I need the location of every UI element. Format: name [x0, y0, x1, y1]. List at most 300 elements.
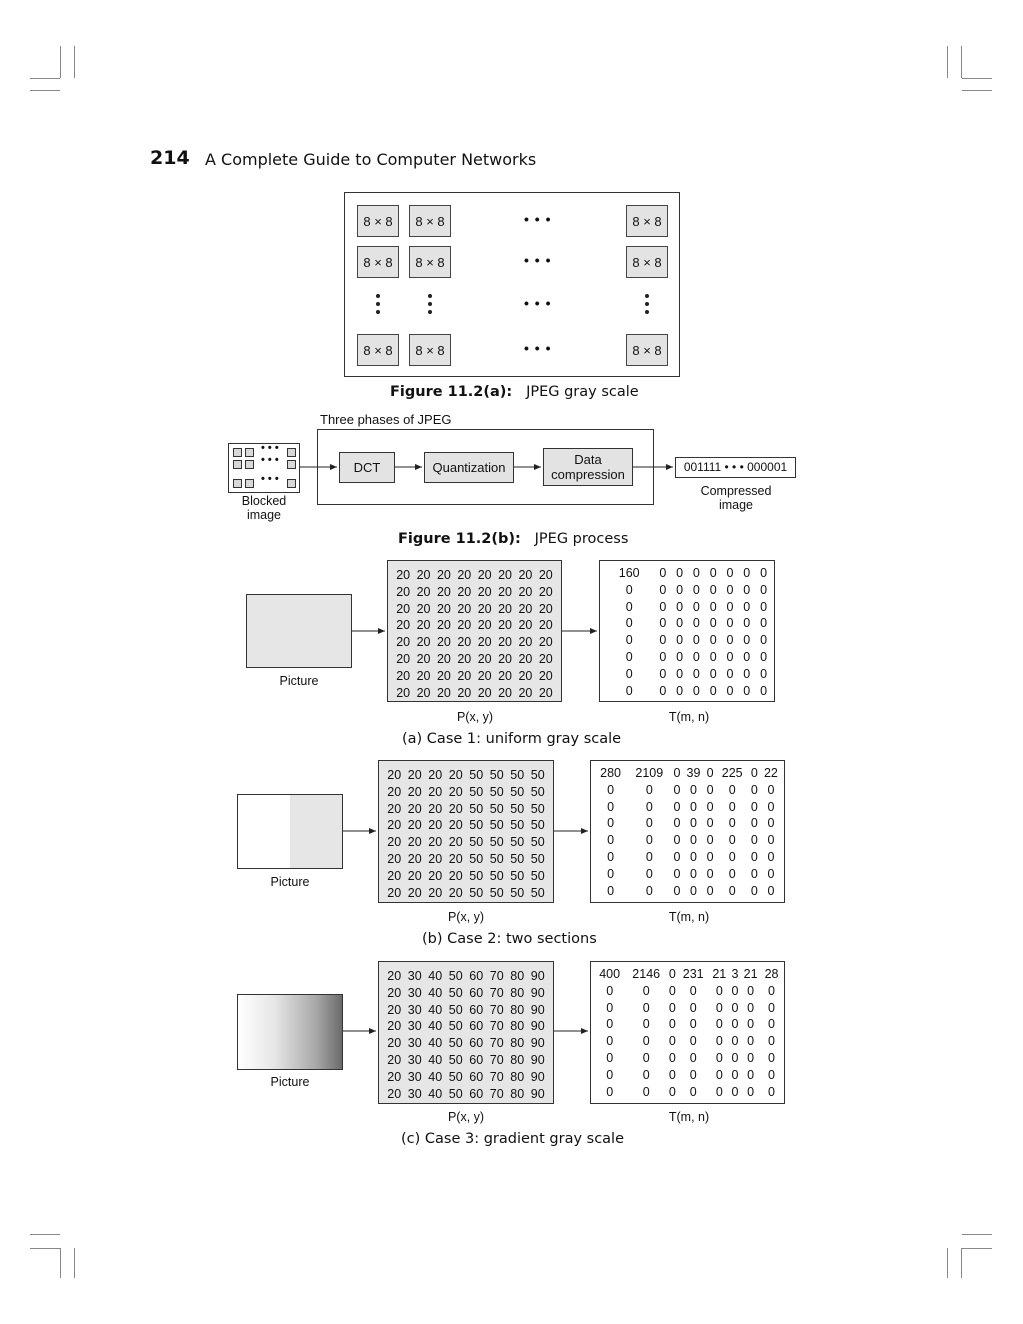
matrix-cell: 60: [469, 1036, 484, 1051]
matrix-cell: 0: [606, 1034, 614, 1049]
matrix-cell: 20: [448, 885, 463, 900]
matrix-cell: 0: [747, 1050, 755, 1065]
matrix-cell: 0: [676, 616, 684, 631]
matrix-cell: 0: [645, 833, 653, 848]
matrix-cell: 0: [728, 782, 736, 797]
matrix-cell: 0: [706, 849, 714, 864]
matrix-cell: 20: [387, 868, 402, 883]
matrix-cell: 90: [530, 1052, 545, 1067]
block-r2-c2: 8 × 8: [409, 246, 451, 278]
t-label: T(m, n): [668, 910, 710, 924]
matrix-cell: 0: [709, 666, 717, 681]
matrix-cell: 20: [416, 651, 431, 666]
matrix-cell: 2109: [635, 766, 664, 780]
matrix-cell: 20: [387, 835, 402, 850]
matrix-cell: 50: [448, 969, 463, 983]
picture-label: Picture: [270, 875, 310, 889]
matrix-cell: 70: [489, 969, 504, 983]
matrix-cell: 0: [606, 1000, 614, 1015]
matrix-cell: 0: [731, 983, 739, 998]
matrix-cell: 0: [692, 599, 700, 614]
matrix-cell: 0: [676, 683, 684, 698]
matrix-cell: 20: [448, 784, 463, 799]
matrix-cell: 0: [692, 666, 700, 681]
matrix-cell: 40: [428, 1019, 443, 1034]
matrix-cell: 0: [673, 816, 681, 831]
matrix-cell: 0: [668, 983, 676, 998]
matrix-cell: 0: [668, 1017, 676, 1032]
matrix-cell: 20: [448, 818, 463, 833]
matrix-cell: 0: [715, 1034, 723, 1049]
matrix-cell: 60: [469, 1019, 484, 1034]
matrix-cell: 60: [469, 1002, 484, 1017]
matrix-cell: 0: [690, 782, 697, 797]
matrix-cell: 20: [477, 685, 492, 700]
matrix-cell: 70: [489, 985, 504, 1000]
matrix-cell: 0: [625, 599, 633, 614]
matrix-cell: 0: [731, 1050, 739, 1065]
matrix-cell: 0: [676, 599, 684, 614]
matrix-cell: 50: [448, 1002, 463, 1017]
matrix-cell: 20: [498, 635, 513, 650]
matrix-cell: 0: [645, 883, 653, 898]
matrix-cell: 0: [706, 782, 714, 797]
matrix-cell: 20: [387, 969, 402, 983]
matrix-cell: 70: [489, 1069, 504, 1084]
matrix-cell: 70: [489, 1086, 504, 1101]
matrix-cell: 0: [625, 649, 633, 664]
matrix-cell: 60: [469, 985, 484, 1000]
matrix-cell: 50: [489, 885, 504, 900]
matrix-cell: 0: [690, 849, 697, 864]
matrix-cell: 50: [510, 885, 525, 900]
matrix-cell: 0: [743, 649, 751, 664]
matrix-cell: 0: [726, 666, 734, 681]
matrix-cell: 0: [768, 1067, 775, 1082]
matrix-cell: 0: [728, 849, 736, 864]
matrix-cell: 20: [436, 651, 451, 666]
matrix-cell: 0: [689, 1050, 697, 1065]
matrix-cell: 280: [600, 766, 622, 780]
matrix-cell: 20: [428, 868, 443, 883]
matrix-cell: 0: [659, 633, 667, 648]
matrix-cell: 0: [750, 766, 758, 780]
matrix-cell: 20: [387, 801, 402, 816]
matrix-cell: 70: [489, 1036, 504, 1051]
matrix-cell: 20: [387, 818, 402, 833]
matrix-cell: 0: [606, 1017, 614, 1032]
matrix-cell: 160: [618, 566, 640, 580]
matrix-cell: 20: [387, 985, 402, 1000]
matrix-cell: 0: [690, 799, 697, 814]
matrix-cell: 20: [436, 584, 451, 599]
matrix-cell: 20: [518, 601, 533, 616]
compressed-image-label: Compressed image: [700, 484, 772, 512]
matrix-cell: 0: [642, 1000, 650, 1015]
matrix-cell: 20: [436, 618, 451, 633]
matrix-cell: 50: [469, 818, 484, 833]
matrix-cell: 20: [416, 601, 431, 616]
matrix-cell: 20: [538, 668, 553, 683]
blocked-image-icon: • • • • • • • • •: [228, 443, 300, 493]
matrix-cell: 0: [690, 883, 697, 898]
matrix-cell: 0: [625, 683, 633, 698]
matrix-cell: 20: [396, 635, 411, 650]
matrix-cell: 20: [387, 768, 402, 782]
matrix-cell: 0: [728, 866, 736, 881]
stage-data-compression: Data compression: [543, 448, 633, 486]
matrix-cell: 0: [607, 799, 615, 814]
stage-dct: DCT: [339, 452, 395, 483]
matrix-cell: 0: [659, 616, 667, 631]
matrix-cell: 0: [706, 866, 714, 881]
matrix-cell: 0: [642, 1050, 650, 1065]
matrix-cell: 50: [448, 1069, 463, 1084]
matrix-cell: 0: [676, 582, 684, 597]
matrix-cell: 0: [760, 683, 768, 698]
matrix-cell: 50: [530, 868, 545, 883]
matrix-cell: 0: [606, 983, 614, 998]
matrix-cell: 0: [715, 1050, 723, 1065]
matrix-cell: 0: [760, 566, 768, 580]
matrix-cell: 2146: [632, 967, 661, 981]
matrix-cell: 20: [416, 568, 431, 582]
matrix-cell: 0: [690, 833, 697, 848]
stage-quantization: Quantization: [424, 452, 514, 483]
block-rn-cn: 8 × 8: [626, 334, 668, 366]
matrix-cell: 20: [396, 618, 411, 633]
matrix-cell: 0: [767, 866, 775, 881]
matrix-cell: 20: [498, 568, 513, 582]
matrix-cell: 70: [489, 1019, 504, 1034]
matrix-cell: 20: [477, 618, 492, 633]
matrix-cell: 50: [530, 768, 545, 782]
ellipsis-horizontal: • • •: [524, 295, 552, 311]
matrix-cell: 20: [428, 885, 443, 900]
matrix-cell: 50: [510, 868, 525, 883]
matrix-cell: 0: [606, 1067, 614, 1082]
block-r1-c1: 8 × 8: [357, 205, 399, 237]
matrix-cell: 0: [706, 766, 714, 780]
matrix-cell: 0: [743, 633, 751, 648]
matrix-cell: 20: [448, 851, 463, 866]
matrix-cell: 90: [530, 1002, 545, 1017]
matrix-cell: 20: [477, 568, 492, 582]
matrix-cell: 50: [469, 851, 484, 866]
matrix-cell: 0: [709, 599, 717, 614]
matrix-cell: 50: [530, 801, 545, 816]
matrix-cell: 20: [407, 835, 422, 850]
matrix-cell: 0: [768, 1000, 775, 1015]
matrix-cell: 70: [489, 1052, 504, 1067]
matrix-cell: 0: [728, 816, 736, 831]
matrix-cell: 0: [743, 683, 751, 698]
matrix-cell: 0: [726, 649, 734, 664]
block-r2-cn: 8 × 8: [626, 246, 668, 278]
matrix-cell: 0: [731, 1017, 739, 1032]
matrix-cell: 21: [712, 967, 727, 981]
matrix-cell: 21: [743, 967, 758, 981]
matrix-cell: 0: [692, 566, 700, 580]
matrix-cell: 40: [428, 1036, 443, 1051]
matrix-cell: 20: [407, 801, 422, 816]
matrix-cell: 0: [726, 683, 734, 698]
matrix-cell: 50: [489, 784, 504, 799]
matrix-cell: 0: [625, 616, 633, 631]
matrix-cell: 0: [747, 1000, 755, 1015]
matrix-cell: 0: [625, 666, 633, 681]
matrix-cell: 0: [607, 883, 615, 898]
matrix-cell: 30: [407, 1002, 422, 1017]
matrix-cell: 0: [726, 616, 734, 631]
matrix-cell: 0: [715, 1067, 723, 1082]
picture-label: Picture: [270, 1075, 310, 1089]
matrix-cell: 231: [682, 967, 704, 981]
matrix-cell: 0: [768, 983, 775, 998]
matrix-cell: 0: [673, 866, 681, 881]
matrix-cell: 20: [448, 801, 463, 816]
matrix-cell: 20: [538, 584, 553, 599]
matrix-cell: 20: [538, 651, 553, 666]
matrix-cell: 0: [642, 1084, 650, 1099]
ellipsis-horizontal: • • •: [524, 340, 552, 356]
matrix-cell: 0: [731, 1034, 739, 1049]
matrix-cell: 0: [676, 566, 684, 580]
caption-text: JPEG process: [534, 531, 629, 547]
matrix-cell: 0: [767, 782, 775, 797]
matrix-cell: 30: [407, 1052, 422, 1067]
matrix-cell: 50: [489, 851, 504, 866]
matrix-cell: 50: [469, 801, 484, 816]
matrix-cell: 20: [518, 635, 533, 650]
matrix-cell: 0: [645, 782, 653, 797]
matrix-cell: 0: [676, 649, 684, 664]
matrix-cell: 0: [659, 599, 667, 614]
matrix-cell: 20: [396, 668, 411, 683]
matrix-cell: 20: [457, 685, 472, 700]
matrix-cell: 28: [764, 967, 779, 981]
matrix-cell: 0: [750, 849, 758, 864]
matrix-cell: 0: [690, 866, 697, 881]
case-2-caption: (b) Case 2: two sections: [422, 931, 597, 947]
matrix-cell: 30: [407, 985, 422, 1000]
matrix-cell: 0: [659, 566, 667, 580]
matrix-cell: 0: [760, 599, 768, 614]
matrix-cell: 40: [428, 1069, 443, 1084]
matrix-cell: 20: [396, 584, 411, 599]
matrix-cell: 0: [760, 649, 768, 664]
matrix-cell: 0: [607, 833, 615, 848]
matrix-cell: 20: [518, 584, 533, 599]
matrix-cell: 50: [489, 868, 504, 883]
matrix-cell: 20: [518, 685, 533, 700]
matrix-cell: 0: [668, 1034, 676, 1049]
matrix-cell: 20: [407, 851, 422, 866]
matrix-cell: 20: [387, 1002, 402, 1017]
matrix-cell: 30: [407, 1086, 422, 1101]
matrix-cell: 0: [715, 983, 723, 998]
matrix-cell: 0: [673, 782, 681, 797]
matrix-cell: 50: [510, 784, 525, 799]
matrix-cell: 0: [747, 1067, 755, 1082]
matrix-cell: 50: [510, 851, 525, 866]
matrix-cell: 20: [396, 685, 411, 700]
matrix-cell: 20: [518, 651, 533, 666]
case-3-caption: (c) Case 3: gradient gray scale: [401, 1131, 625, 1147]
matrix-cell: 0: [659, 649, 667, 664]
matrix-cell: 50: [469, 835, 484, 850]
matrix-cell: 20: [407, 768, 422, 782]
matrix-cell: 90: [530, 1069, 545, 1084]
page-number: 214: [150, 147, 190, 169]
ellipsis-horizontal: • • •: [524, 211, 552, 227]
matrix-cell: 0: [728, 883, 736, 898]
matrix-cell: 0: [743, 616, 751, 631]
matrix-cell: 20: [407, 818, 422, 833]
matrix-cell: 20: [428, 851, 443, 866]
matrix-cell: 60: [469, 969, 484, 983]
matrix-cell: 0: [750, 833, 758, 848]
matrix-cell: 40: [428, 985, 443, 1000]
matrix-cell: 0: [676, 633, 684, 648]
matrix-cell: 30: [407, 1019, 422, 1034]
matrix-cell: 0: [673, 799, 681, 814]
block-r1-cn: 8 × 8: [626, 205, 668, 237]
matrix-cell: 20: [457, 618, 472, 633]
matrix-cell: 20: [498, 651, 513, 666]
matrix-cell: 0: [607, 782, 615, 797]
matrix-cell: 0: [743, 599, 751, 614]
matrix-cell: 50: [469, 868, 484, 883]
matrix-cell: 50: [530, 885, 545, 900]
matrix-cell: 90: [530, 1086, 545, 1101]
phases-title: Three phases of JPEG: [320, 412, 452, 427]
matrix-cell: 0: [750, 866, 758, 881]
matrix-cell: 50: [469, 784, 484, 799]
matrix-cell: 20: [436, 601, 451, 616]
matrix-cell: 20: [457, 651, 472, 666]
matrix-cell: 20: [448, 835, 463, 850]
caption-label: Figure 11.2(a):: [390, 384, 513, 400]
matrix-cell: 20: [387, 1086, 402, 1101]
matrix-cell: 0: [747, 1084, 755, 1099]
matrix-cell: 0: [715, 1000, 723, 1015]
matrix-cell: 20: [387, 1052, 402, 1067]
matrix-cell: 3: [731, 967, 739, 981]
matrix-cell: 20: [407, 784, 422, 799]
blocked-image-label: Blocked image: [241, 494, 287, 522]
matrix-cell: 30: [407, 1036, 422, 1051]
block-r2-c1: 8 × 8: [357, 246, 399, 278]
matrix-cell: 20: [477, 651, 492, 666]
matrix-cell: 20: [396, 601, 411, 616]
matrix-cell: 0: [668, 1000, 676, 1015]
matrix-cell: 0: [767, 883, 775, 898]
compressed-bits: 001111 • • • 000001: [675, 457, 796, 478]
matrix-cell: 30: [407, 1069, 422, 1084]
matrix-cell: 0: [743, 666, 751, 681]
matrix-cell: 50: [530, 835, 545, 850]
p-label: P(x, y): [447, 1110, 485, 1124]
matrix-cell: 0: [709, 616, 717, 631]
matrix-cell: 0: [760, 666, 768, 681]
matrix-cell: 50: [510, 768, 525, 782]
matrix-cell: 0: [692, 616, 700, 631]
matrix-cell: 50: [469, 885, 484, 900]
matrix-cell: 0: [645, 849, 653, 864]
matrix-cell: 20: [538, 568, 553, 582]
matrix-cell: 50: [448, 985, 463, 1000]
matrix-cell: 50: [510, 801, 525, 816]
matrix-cell: 20: [498, 584, 513, 599]
block-r1-c2: 8 × 8: [409, 205, 451, 237]
matrix-cell: 90: [530, 985, 545, 1000]
matrix-cell: 0: [689, 1017, 697, 1032]
matrix-cell: 20: [448, 868, 463, 883]
matrix-cell: 0: [709, 633, 717, 648]
matrix-cell: 0: [668, 1084, 676, 1099]
t-label: T(m, n): [668, 710, 710, 724]
matrix-cell: 20: [387, 851, 402, 866]
matrix-cell: 0: [731, 1067, 739, 1082]
matrix-cell: 20: [416, 635, 431, 650]
matrix-cell: 20: [457, 668, 472, 683]
matrix-cell: 50: [530, 818, 545, 833]
matrix-cell: 0: [767, 799, 775, 814]
matrix-cell: 20: [387, 885, 402, 900]
matrix-cell: 0: [689, 1000, 697, 1015]
matrix-cell: 40: [428, 1002, 443, 1017]
matrix-cell: 0: [728, 833, 736, 848]
matrix-cell: 0: [689, 1034, 697, 1049]
matrix-cell: 50: [530, 851, 545, 866]
matrix-cell: 0: [726, 599, 734, 614]
matrix-cell: 20: [538, 685, 553, 700]
matrix-cell: 0: [645, 799, 653, 814]
matrix-cell: 0: [642, 1067, 650, 1082]
matrix-cell: 0: [728, 799, 736, 814]
matrix-cell: 70: [489, 1002, 504, 1017]
matrix-cell: 0: [606, 1050, 614, 1065]
matrix-cell: 0: [709, 649, 717, 664]
matrix-cell: 0: [767, 849, 775, 864]
p-label: P(x, y): [456, 710, 494, 724]
p-label: P(x, y): [447, 910, 485, 924]
matrix-cell: 50: [448, 1019, 463, 1034]
matrix-cell: 80: [510, 1019, 525, 1034]
matrix-cell: 0: [767, 833, 775, 848]
matrix-cell: 20: [457, 584, 472, 599]
matrix-cell: 0: [689, 983, 697, 998]
matrix-cell: 20: [457, 601, 472, 616]
matrix-cell: 20: [518, 568, 533, 582]
matrix-cell: 20: [538, 635, 553, 650]
matrix-cell: 20: [477, 601, 492, 616]
matrix-cell: 20: [498, 601, 513, 616]
matrix-cell: 0: [760, 633, 768, 648]
matrix-cell: 0: [731, 1084, 739, 1099]
matrix-cell: 80: [510, 1069, 525, 1084]
matrix-cell: 0: [645, 816, 653, 831]
matrix-cell: 0: [673, 833, 681, 848]
matrix-cell: 20: [416, 685, 431, 700]
case-1-caption: (a) Case 1: uniform gray scale: [402, 731, 622, 747]
matrix-cell: 0: [690, 816, 697, 831]
matrix-cell: 50: [448, 1086, 463, 1101]
matrix-cell: 0: [642, 1034, 650, 1049]
matrix-cell: 20: [396, 651, 411, 666]
matrix-cell: 0: [726, 582, 734, 597]
